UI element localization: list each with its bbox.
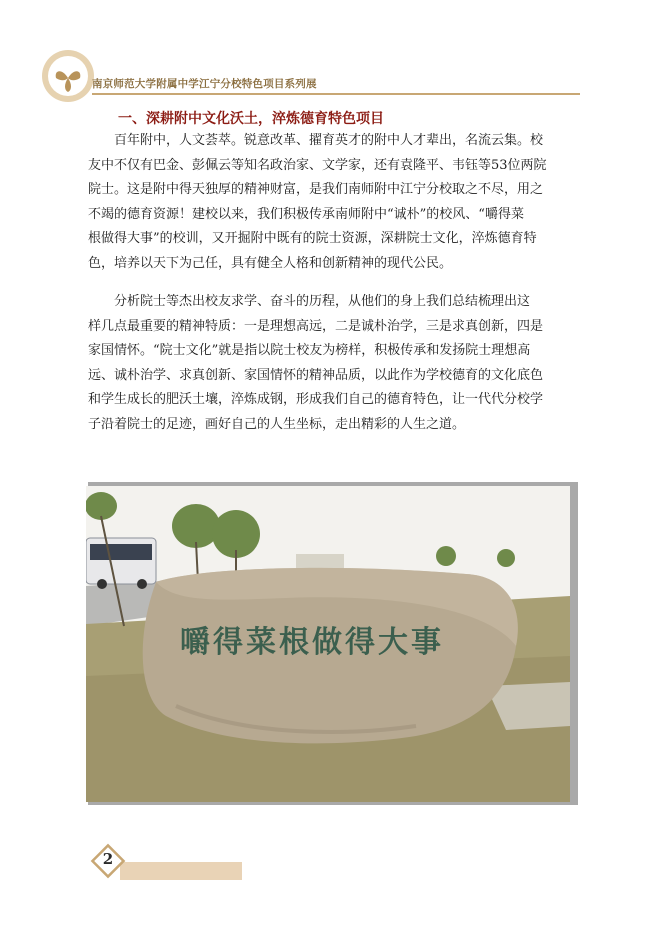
text-line: 色，培养以天下为己任，具有健全人格和创新精神的现代公民。 xyxy=(88,255,453,271)
text-line: 院士。这是附中得天独厚的精神财富，是我们南师附中江宁分校取之不尽，用之 xyxy=(88,182,544,198)
stone-inscription: 嚼得菜根做得大事 xyxy=(180,625,444,660)
text-line: 样几点最重要的精神特质：一是理想高远，二是诚朴治学，三是求真创新，四是 xyxy=(88,318,544,334)
text-line: 百年附中，人文荟萃。锐意改革、擢育英才的附中人才辈出，名流云集。校 xyxy=(114,133,544,148)
bus-shape xyxy=(86,538,156,589)
text-line: 家国情怀。“院士文化”就是指以院士校友为榜样，积极传承和发扬院士理想高 xyxy=(88,343,531,359)
text-line: 根做得大事”的校训，又开掘附中既有的院士资源，深耕院士文化，淬炼德育特 xyxy=(88,231,537,247)
text-line: 子沿着院士的足迹，画好自己的人生坐标，走出精彩的人生之道。 xyxy=(88,416,466,432)
footer-bar xyxy=(120,862,242,880)
header-divider xyxy=(92,93,580,95)
series-header-title: 南京师范大学附属中学江宁分校特色项目系列展 xyxy=(92,78,317,90)
paragraph-2 xyxy=(88,290,584,438)
inscribed-stone-photo xyxy=(86,486,570,802)
text-line: 不竭的德育资源！建校以来，我们积极传承南师附中“诚朴”的校风、“嚼得菜 xyxy=(88,206,524,222)
text-line: 分析院士等杰出校友求学、奋斗的历程，从他们的身上我们总结梳理出这 xyxy=(114,294,531,309)
page-number: 2 xyxy=(102,850,114,868)
text-line: 友中不仅有巴金、彭佩云等知名政治家、文学家，还有袁隆平、韦钰等53位两院 xyxy=(88,157,547,173)
school-emblem-logo xyxy=(40,48,96,104)
text-line: 和学生成长的肥沃土壤，淬炼成钢，形成我们自己的德育特色，让一代代分校学 xyxy=(88,392,544,408)
text-line: 远、诚朴治学、求真创新、家国情怀的精神品质，以此作为学校德育的文化底色 xyxy=(88,367,544,383)
section-heading: 一、深耕附中文化沃土，淬炼德育特色项目 xyxy=(118,111,384,127)
paragraph-1 xyxy=(88,129,584,277)
